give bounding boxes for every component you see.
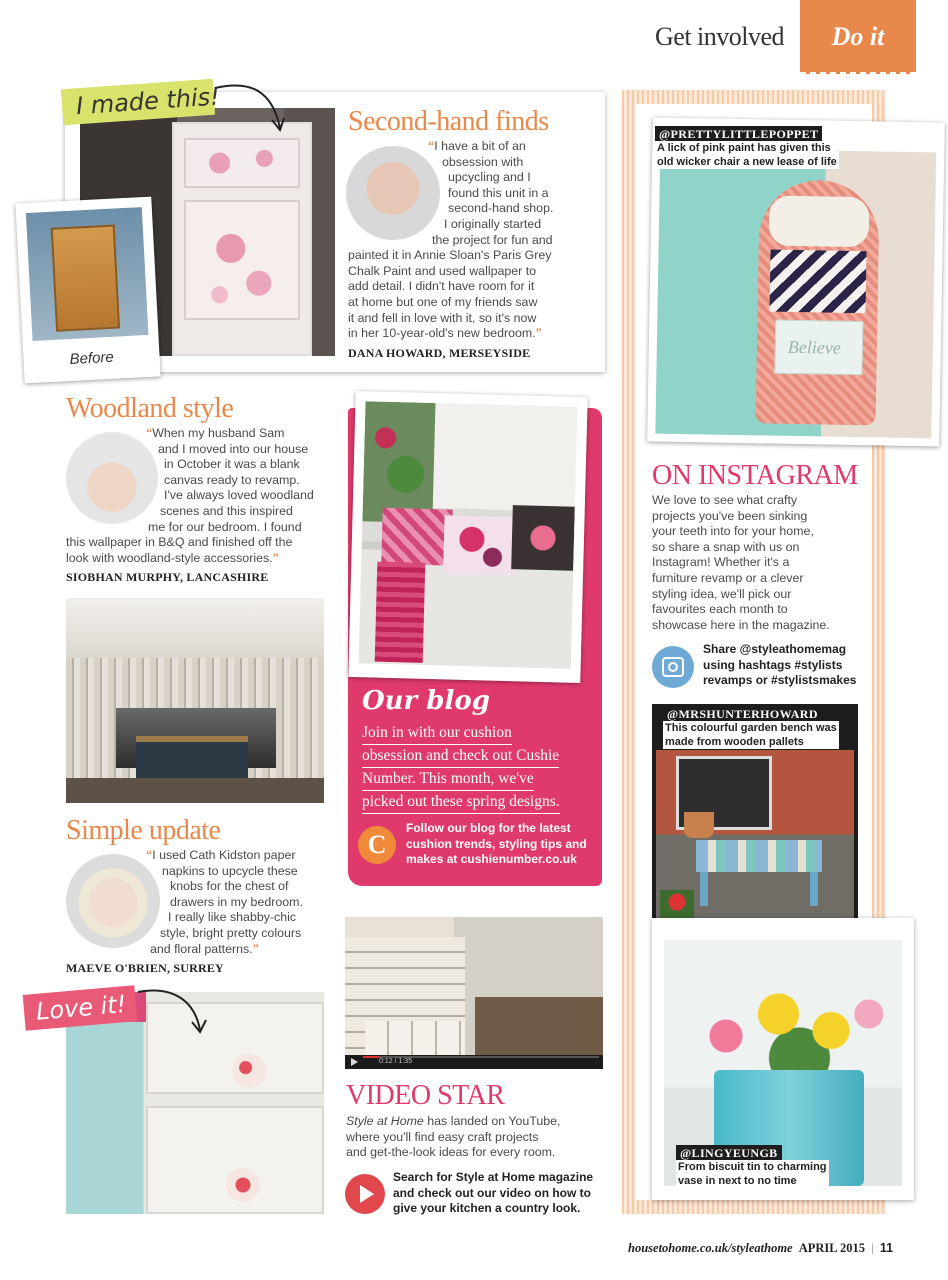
- sheepskin: [769, 196, 870, 248]
- curved-arrow-icon: [210, 80, 290, 140]
- insta-post-1-handle: @PRETTYLITTLEPOPPET: [655, 126, 822, 143]
- page-footer: [628, 1241, 893, 1256]
- before-polaroid: [15, 197, 160, 384]
- video-text: Style at Home has landed on YouTube, where you'll find easy craft projects and get-the-look ideas for every room.: [346, 1114, 561, 1160]
- second-hand-title: Second-hand finds: [348, 106, 549, 137]
- instagram-camera-icon: [652, 646, 694, 688]
- cushion-floral: [443, 515, 514, 575]
- footer-issue: APRIL 2015: [798, 1241, 866, 1255]
- video-title: VIDEO STAR: [346, 1080, 505, 1111]
- camera-lens: [668, 662, 678, 672]
- pink-throw: [375, 562, 426, 663]
- before-photo: [26, 207, 149, 341]
- cabinet-drawer: [184, 138, 300, 188]
- before-label: Before: [69, 348, 115, 369]
- do-it-tab: [800, 0, 916, 74]
- woodland-bedroom-photo: [66, 598, 324, 803]
- cabinet-body: [172, 122, 312, 356]
- insta-post-3-handle: @LINGYEUNGB: [676, 1145, 782, 1162]
- insta-post-2-handle: @MRSHUNTERHOWARD: [663, 706, 822, 723]
- woodland-title: Woodland style: [66, 393, 234, 424]
- instagram-share-text: Share @styleathomemag using hashtags #stylists revamps or #stylistsmakes: [703, 642, 857, 688]
- youtube-play-icon[interactable]: [345, 1174, 385, 1214]
- simple-title: Simple update: [66, 815, 221, 846]
- floral-knob-icon: [232, 1054, 266, 1088]
- i-made-this-text: I made this!: [75, 82, 221, 121]
- cushion-pink: [381, 508, 452, 566]
- kitchen-counter: [475, 997, 603, 1055]
- love-it-text: Love it!: [34, 990, 128, 1026]
- video-progress-fill: [363, 1056, 379, 1058]
- second-hand-quote: “I have a bit of an obsession with upcycling and I found this unit in a second-hand shop. I originally started the project for fun and painted it in Annie Sloan's Paris Grey Chalk Paint and used wallpaper to add detail. I didn't have room for it at home but one of my friends saw it and fell in love with it, so it's now in her 10-year-old's new bedroom.”: [348, 139, 554, 341]
- simple-credit: MAEVE O'BRIEN, SURREY: [66, 961, 224, 975]
- cushion-sofa-photo: [359, 401, 578, 668]
- blog-follow-text: Follow our blog for the latest cushion trends, styling tips and makes at cushienumber.co.uk: [406, 821, 587, 866]
- footer-url: housetohome.co.uk/styleathome: [628, 1241, 793, 1255]
- bedroom-floor: [66, 778, 324, 803]
- curved-arrow-icon: [134, 984, 214, 1040]
- bedroom-ceiling: [66, 598, 324, 658]
- woodland-credit: SIOBHAN MURPHY, LANCASHIRE: [66, 570, 269, 584]
- simple-quote: “I used Cath Kidston paper napkins to upcycle these knobs for the chest of drawers in my bedroom. I really like shabby-chic style, bright pretty colours and floral patterns.”: [146, 848, 303, 956]
- wicker-chair-photo: [655, 148, 936, 439]
- youtube-play-triangle: [360, 1185, 374, 1203]
- footer-page-number: 11: [879, 1241, 894, 1255]
- pallet-bench: [696, 840, 822, 872]
- woodland-quote: “When my husband Sam and I moved into our house in October it was a blank canvas ready to revamp. I've always loved woodland scenes and this inspired me for our bedroom. I found this wallpaper in B&Q and finished off the look with woodland-style accessories.”: [66, 426, 314, 565]
- garden-bench-photo: [656, 750, 854, 938]
- floral-knob-icon: [226, 1168, 260, 1202]
- kitchen-drawers: [365, 1021, 465, 1055]
- believe-cushion: [774, 320, 863, 376]
- video-time: 0:12 / 1:35: [379, 1058, 413, 1065]
- blog-photo-frame: [348, 391, 587, 683]
- insta-post-1-caption: A lick of pink paint has given this old wicker chair a new lease of life: [657, 142, 837, 168]
- instagram-title: ON INSTAGRAM: [652, 460, 858, 491]
- do-it-label: Do it: [831, 22, 885, 51]
- blog-title: Our blog: [362, 686, 490, 716]
- kitchen-video-player[interactable]: [345, 917, 603, 1069]
- footer-divider: |: [871, 1241, 874, 1255]
- section-title: Get involved: [655, 22, 785, 51]
- video-cta: Search for Style at Home magazine and check out our video on how to give your kitchen a country look.: [393, 1170, 594, 1216]
- tulips: [684, 970, 894, 1080]
- insta-post-3-caption: From biscuit tin to charming vase in next to no time: [678, 1161, 827, 1187]
- cushion-dark: [511, 505, 575, 571]
- cabinet-door: [184, 200, 300, 320]
- cushie-logo-icon: C: [358, 826, 396, 864]
- second-hand-credit: DANA HOWARD, MERSEYSIDE: [348, 346, 531, 360]
- plant-pot: [684, 812, 714, 838]
- instagram-text: We love to see what crafty projects you've been sinking your teeth into for your home, so share a snap with us on Instagram! Whether it's a furniture revamp or a clever styling idea, we'll pick our favourites each month to showcase here in the magazine.: [652, 493, 830, 632]
- insta-post-2-caption: This colourful garden bench was made from wooden pallets: [665, 722, 837, 748]
- pine-cabinet: [51, 225, 120, 332]
- flower-bouquet: [362, 401, 435, 523]
- chevron-cushion: [769, 250, 866, 314]
- video-controls-bar[interactable]: [345, 1055, 603, 1069]
- bench-legs: [700, 872, 818, 906]
- believe-text: Believe: [787, 336, 842, 358]
- blog-text: Join in with our cushion obsession and check out Cushie Number. This month, we've picked out these spring designs.: [362, 722, 594, 814]
- play-icon[interactable]: [351, 1058, 358, 1066]
